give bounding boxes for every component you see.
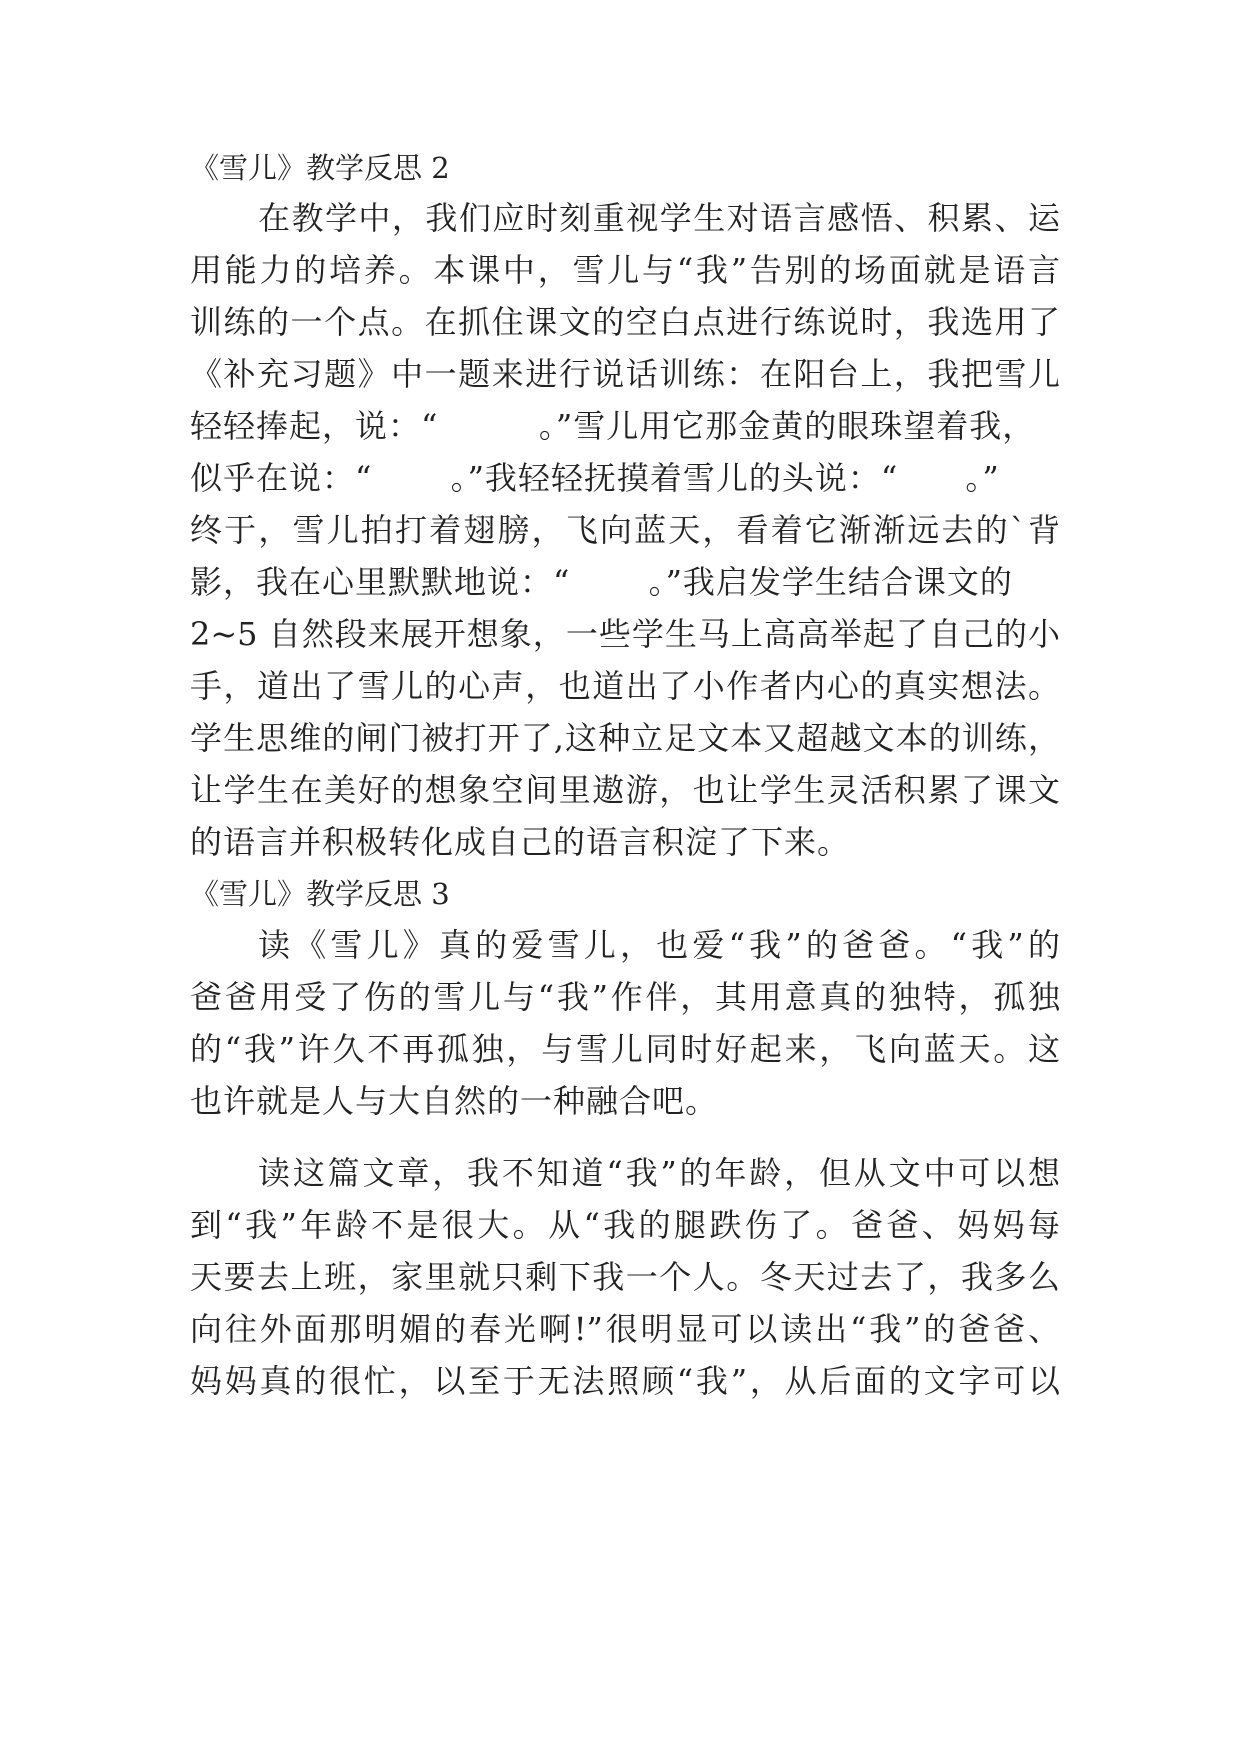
section-2-line: 《补充习题》中一题来进行说话训练：在阳台上，我把雪儿 xyxy=(190,355,1060,393)
document-page xyxy=(190,0,1070,1754)
section-3-paragraph-2-line: 到“我”年龄不是很大。从“我的腿跌伤了。爸爸、妈妈每 xyxy=(190,1206,1060,1244)
section-3-paragraph-1-line: 爸爸用受了伤的雪儿与“我”作伴，其用意真的独特，孤独 xyxy=(190,978,1060,1016)
section-3-title: 《雪儿》教学反思 3 xyxy=(190,877,450,911)
section-2-line: 训练的一个点。在抓住课文的空白点进行练说时，我选用了 xyxy=(190,303,1060,341)
section-2-line: 在教学中，我们应时刻重视学生对语言感悟、积累、运 xyxy=(258,199,1060,237)
section-3-paragraph-1-line: 读《雪儿》真的爱雪儿，也爱“我”的爸爸。“我”的 xyxy=(258,926,1060,964)
section-2-line: 的语言并积极转化成自己的语言积淀了下来。 xyxy=(190,823,851,861)
section-2-line: 2~5 自然段来展开想象，一些学生马上高高举起了自己的小 xyxy=(190,615,1060,653)
section-3-paragraph-1-line: 也许就是人与大自然的一种融合吧。 xyxy=(190,1082,719,1120)
section-3-paragraph-2-line: 向往外面那明媚的春光啊!”很明显可以读出“我”的爸爸、 xyxy=(190,1310,1060,1348)
section-2-line: 让学生在美好的想象空间里遨游，也让学生灵活积累了课文 xyxy=(190,771,1060,809)
section-3-paragraph-2-line: 读这篇文章，我不知道“我”的年龄，但从文中可以想 xyxy=(258,1154,1060,1192)
section-2-line: 终于，雪儿拍打着翅膀，飞向蓝天，看着它渐渐远去的`背 xyxy=(190,511,1060,549)
section-3-paragraph-2-line: 妈妈真的很忙，以至于无法照顾“我”，从后面的文字可以 xyxy=(190,1362,1060,1400)
section-2-line: 手，道出了雪儿的心声，也道出了小作者内心的真实想法。 xyxy=(190,667,1060,705)
section-2-line: 似乎在说：“ 。”我轻轻抚摸着雪儿的头说：“ 。” xyxy=(190,459,1000,497)
section-2-line: 轻轻捧起，说：“ 。”雪儿用它那金黄的眼珠望着我， xyxy=(190,407,1036,445)
section-2-line: 学生思维的闸门被打开了,这种立足文本又超越文本的训练， xyxy=(190,719,1060,757)
section-3-paragraph-1-line: 的“我”许久不再孤独，与雪儿同时好起来，飞向蓝天。这 xyxy=(190,1030,1060,1068)
section-2-line: 影，我在心里默默地说：“ 。”我启发学生结合课文的 xyxy=(190,563,1013,601)
section-2-title: 《雪儿》教学反思 2 xyxy=(190,151,450,185)
section-3-paragraph-2-line: 天要去上班，家里就只剩下我一个人。冬天过去了，我多么 xyxy=(190,1258,1060,1296)
section-2-line: 用能力的培养。本课中，雪儿与“我”告别的场面就是语言 xyxy=(190,251,1060,289)
